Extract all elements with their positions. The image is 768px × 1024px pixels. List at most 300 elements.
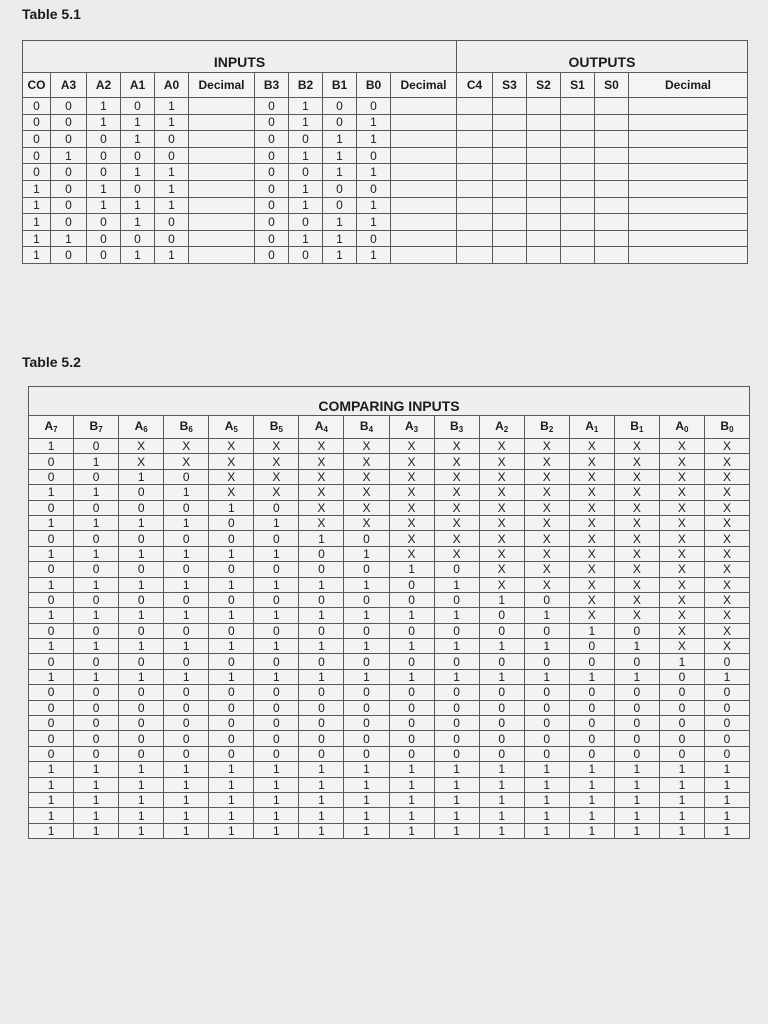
table-cell: 0: [254, 592, 299, 607]
table-cell: X: [569, 531, 614, 546]
table-cell: 0: [344, 592, 389, 607]
table-cell: 0: [389, 746, 434, 761]
table-cell: [457, 147, 493, 164]
table-cell: 1: [119, 608, 164, 623]
table-cell: [595, 164, 629, 181]
table-cell: 0: [434, 731, 479, 746]
table-cell: X: [659, 577, 704, 592]
table-cell: X: [659, 485, 704, 500]
table-cell: 0: [254, 716, 299, 731]
table-cell: X: [659, 623, 704, 638]
table-cell: [595, 197, 629, 214]
table-cell: 1: [119, 515, 164, 530]
table-cell: X: [479, 485, 524, 500]
table-cell: 0: [479, 700, 524, 715]
table-cell: 0: [344, 716, 389, 731]
table-cell: 0: [51, 197, 87, 214]
table-row: [29, 531, 750, 546]
table-cell: 0: [51, 98, 87, 115]
table-cell: 1: [119, 762, 164, 777]
table-cell: 0: [164, 746, 209, 761]
table-cell: 0: [254, 731, 299, 746]
column-header: $A_3$: [389, 416, 434, 439]
table-cell: 0: [29, 685, 74, 700]
table-cell: 1: [254, 792, 299, 807]
table-cell: X: [569, 546, 614, 561]
table-cell: X: [704, 515, 749, 530]
table-cell: 1: [289, 180, 323, 197]
table-cell: 0: [524, 746, 569, 761]
table-cell: 1: [389, 808, 434, 823]
table-cell: 0: [254, 654, 299, 669]
table-cell: 0: [74, 562, 119, 577]
table-cell: 1: [23, 180, 51, 197]
table-cell: 1: [254, 808, 299, 823]
table-cell: 1: [434, 808, 479, 823]
table-cell: 0: [344, 562, 389, 577]
table-cell: 1: [119, 669, 164, 684]
table-cell: 0: [659, 746, 704, 761]
table-cell: 1: [74, 546, 119, 561]
table-cell: 1: [119, 469, 164, 484]
table-5-2-body: [29, 439, 750, 839]
table-cell: 0: [121, 180, 155, 197]
table-cell: 1: [357, 197, 391, 214]
table-cell: 0: [209, 623, 254, 638]
table-cell: 0: [479, 685, 524, 700]
table-cell: 0: [323, 114, 357, 131]
table-cell: [391, 197, 457, 214]
table-cell: 1: [614, 777, 659, 792]
table-cell: 1: [524, 608, 569, 623]
table-cell: 1: [524, 762, 569, 777]
table-cell: [391, 147, 457, 164]
table-cell: 0: [479, 654, 524, 669]
table-cell: 0: [344, 654, 389, 669]
table-cell: 1: [479, 639, 524, 654]
table-cell: [595, 214, 629, 231]
table-cell: 0: [164, 685, 209, 700]
table-cell: 0: [29, 623, 74, 638]
table-cell: 0: [119, 500, 164, 515]
table-cell: X: [524, 515, 569, 530]
table-cell: 0: [29, 746, 74, 761]
table-cell: 0: [51, 180, 87, 197]
table-cell: 1: [29, 808, 74, 823]
table-cell: 0: [164, 623, 209, 638]
table-cell: 0: [569, 716, 614, 731]
table-cell: [493, 164, 527, 181]
table-cell: 0: [164, 654, 209, 669]
column-header: $A_7$: [29, 416, 74, 439]
table-row: [29, 592, 750, 607]
table-cell: 0: [704, 700, 749, 715]
table-cell: X: [704, 439, 749, 454]
table-cell: 1: [344, 762, 389, 777]
table-cell: X: [479, 562, 524, 577]
table-cell: 1: [29, 608, 74, 623]
table-cell: 1: [29, 577, 74, 592]
table-cell: 0: [434, 623, 479, 638]
table-cell: 0: [155, 214, 189, 231]
table-cell: 1: [289, 197, 323, 214]
table-cell: 1: [323, 131, 357, 148]
table-cell: X: [389, 546, 434, 561]
table-cell: 1: [87, 114, 121, 131]
column-header: $B_0$: [704, 416, 749, 439]
table-cell: X: [434, 454, 479, 469]
column-header: Decimal: [391, 73, 457, 98]
table-cell: X: [659, 562, 704, 577]
table-cell: X: [659, 592, 704, 607]
table-cell: X: [704, 531, 749, 546]
table-cell: X: [254, 439, 299, 454]
table-cell: 0: [357, 147, 391, 164]
table-cell: 0: [524, 592, 569, 607]
table-cell: 1: [659, 823, 704, 838]
table-cell: [189, 214, 255, 231]
table-cell: 0: [524, 685, 569, 700]
column-header: CO: [23, 73, 51, 98]
table-cell: 1: [299, 777, 344, 792]
table-cell: 1: [299, 762, 344, 777]
table-cell: X: [659, 639, 704, 654]
table-cell: 0: [23, 114, 51, 131]
table-cell: 1: [74, 515, 119, 530]
table-cell: 0: [357, 98, 391, 115]
table-cell: [561, 214, 595, 231]
table-cell: X: [389, 485, 434, 500]
table-row: [23, 114, 748, 131]
table-cell: X: [614, 562, 659, 577]
table-row: [29, 777, 750, 792]
table-5-2: [28, 386, 750, 839]
table-cell: X: [389, 500, 434, 515]
table-row: [29, 454, 750, 469]
table-cell: 1: [389, 792, 434, 807]
table-cell: 1: [569, 777, 614, 792]
table-cell: 0: [119, 654, 164, 669]
table-cell: [457, 214, 493, 231]
table-cell: 1: [524, 792, 569, 807]
table-cell: X: [659, 454, 704, 469]
table-cell: 0: [87, 164, 121, 181]
column-header: $A_4$: [299, 416, 344, 439]
table-cell: 0: [74, 731, 119, 746]
table-cell: 1: [74, 454, 119, 469]
table-cell: 1: [389, 669, 434, 684]
table-cell: [527, 147, 561, 164]
table-cell: 0: [209, 731, 254, 746]
table-cell: 1: [155, 114, 189, 131]
table-cell: 0: [389, 716, 434, 731]
table-row: [29, 731, 750, 746]
table-cell: 1: [299, 577, 344, 592]
table-cell: 1: [164, 577, 209, 592]
table-cell: X: [524, 577, 569, 592]
table-cell: X: [389, 439, 434, 454]
table-cell: 1: [74, 639, 119, 654]
table-cell: X: [479, 531, 524, 546]
table-cell: 0: [614, 623, 659, 638]
table-cell: [493, 230, 527, 247]
table-cell: 1: [29, 439, 74, 454]
column-header: C4: [457, 73, 493, 98]
table-cell: 0: [209, 685, 254, 700]
table-cell: 0: [209, 515, 254, 530]
table-cell: 1: [121, 197, 155, 214]
table-cell: 1: [389, 562, 434, 577]
table-cell: [457, 164, 493, 181]
table-cell: X: [254, 454, 299, 469]
table-cell: [561, 147, 595, 164]
table-cell: X: [569, 562, 614, 577]
table-cell: 1: [119, 823, 164, 838]
table-cell: X: [344, 454, 389, 469]
table-cell: X: [659, 531, 704, 546]
table-cell: [527, 197, 561, 214]
table-cell: 1: [121, 164, 155, 181]
table-cell: 0: [121, 98, 155, 115]
table-5-1: [22, 40, 748, 264]
table-row: [23, 98, 748, 115]
table-cell: 1: [209, 762, 254, 777]
table-cell: [457, 131, 493, 148]
table-cell: 0: [121, 147, 155, 164]
table-cell: 1: [29, 639, 74, 654]
table-cell: [457, 180, 493, 197]
table-row: [29, 746, 750, 761]
table-cell: 0: [74, 592, 119, 607]
table-cell: [595, 230, 629, 247]
table-cell: 0: [254, 531, 299, 546]
table-cell: 1: [74, 577, 119, 592]
table-cell: 1: [289, 98, 323, 115]
table-cell: X: [704, 577, 749, 592]
table-cell: 1: [614, 823, 659, 838]
table-cell: 1: [569, 623, 614, 638]
table-row: [29, 439, 750, 454]
table-cell: 1: [74, 792, 119, 807]
table-cell: 1: [209, 792, 254, 807]
table-cell: 1: [524, 777, 569, 792]
table-cell: 1: [299, 639, 344, 654]
table-cell: 0: [524, 700, 569, 715]
table-cell: [391, 180, 457, 197]
table-cell: 1: [164, 546, 209, 561]
table-cell: 0: [155, 147, 189, 164]
table-cell: X: [254, 485, 299, 500]
table-cell: 1: [389, 639, 434, 654]
table-cell: 1: [209, 608, 254, 623]
table-cell: 1: [614, 808, 659, 823]
table-cell: 0: [344, 700, 389, 715]
table-cell: 0: [209, 592, 254, 607]
table-cell: 0: [479, 716, 524, 731]
table-row: [29, 515, 750, 530]
table-cell: X: [614, 608, 659, 623]
table-cell: 1: [87, 197, 121, 214]
table-cell: 0: [74, 531, 119, 546]
table-row: [23, 164, 748, 181]
table-cell: [561, 180, 595, 197]
table-cell: 1: [344, 608, 389, 623]
table-cell: [493, 98, 527, 115]
table-cell: 1: [344, 792, 389, 807]
table-cell: 1: [299, 823, 344, 838]
table-cell: 1: [344, 577, 389, 592]
table-cell: 0: [119, 623, 164, 638]
table-cell: 0: [299, 562, 344, 577]
column-header: $B_3$: [434, 416, 479, 439]
table-cell: 1: [254, 639, 299, 654]
table-cell: 1: [479, 792, 524, 807]
table-cell: [629, 214, 748, 231]
table-cell: 1: [357, 114, 391, 131]
table-cell: 0: [155, 230, 189, 247]
table-cell: X: [164, 439, 209, 454]
table-cell: 0: [164, 731, 209, 746]
table-cell: X: [389, 531, 434, 546]
table-cell: X: [569, 577, 614, 592]
table-cell: [527, 131, 561, 148]
table-cell: 1: [74, 823, 119, 838]
table-cell: 1: [299, 669, 344, 684]
table-cell: X: [704, 562, 749, 577]
table-cell: 0: [323, 180, 357, 197]
table-cell: X: [209, 469, 254, 484]
table-cell: X: [434, 469, 479, 484]
table-cell: 0: [389, 577, 434, 592]
table-cell: 1: [289, 230, 323, 247]
table-cell: X: [299, 439, 344, 454]
column-header: A0: [155, 73, 189, 98]
table-cell: 0: [255, 147, 289, 164]
table-cell: 0: [299, 546, 344, 561]
table-cell: X: [119, 439, 164, 454]
table-cell: 0: [614, 716, 659, 731]
table-cell: 0: [255, 98, 289, 115]
table-cell: [189, 98, 255, 115]
comparing-inputs-header: COMPARING INPUTS: [29, 387, 750, 416]
table-cell: 1: [119, 792, 164, 807]
table-cell: 1: [29, 777, 74, 792]
table-cell: 1: [23, 230, 51, 247]
table-cell: 1: [74, 777, 119, 792]
table-cell: 0: [255, 197, 289, 214]
table-cell: 1: [344, 546, 389, 561]
table-cell: 1: [254, 777, 299, 792]
table-cell: 0: [299, 700, 344, 715]
table-cell: 1: [51, 147, 87, 164]
column-header: Decimal: [189, 73, 255, 98]
table-cell: 1: [569, 808, 614, 823]
table-cell: [561, 131, 595, 148]
table-cell: 0: [569, 731, 614, 746]
table-cell: 1: [389, 777, 434, 792]
table-cell: 0: [255, 230, 289, 247]
table-cell: 1: [254, 823, 299, 838]
table-cell: [457, 114, 493, 131]
table-cell: 1: [209, 577, 254, 592]
table-cell: 1: [704, 792, 749, 807]
table-cell: 0: [74, 685, 119, 700]
table-cell: X: [614, 515, 659, 530]
table-cell: 0: [23, 164, 51, 181]
table-row: [29, 577, 750, 592]
table-cell: 0: [299, 592, 344, 607]
table-cell: X: [659, 500, 704, 515]
table-cell: [391, 164, 457, 181]
table-cell: 0: [255, 131, 289, 148]
table-cell: 1: [614, 639, 659, 654]
table-cell: 0: [29, 716, 74, 731]
table-cell: X: [299, 469, 344, 484]
table-cell: 1: [254, 515, 299, 530]
table-cell: 1: [704, 823, 749, 838]
table-cell: 0: [569, 685, 614, 700]
table-row: [29, 700, 750, 715]
table-cell: [493, 197, 527, 214]
table-cell: 1: [344, 777, 389, 792]
table-cell: 0: [209, 746, 254, 761]
table-cell: X: [524, 485, 569, 500]
column-header: $B_5$: [254, 416, 299, 439]
table-cell: X: [479, 500, 524, 515]
table-cell: [629, 131, 748, 148]
table-cell: 1: [164, 639, 209, 654]
table-cell: 1: [524, 808, 569, 823]
table-cell: 1: [344, 823, 389, 838]
table-cell: [527, 114, 561, 131]
table-cell: 1: [569, 823, 614, 838]
table-cell: 0: [74, 746, 119, 761]
table-cell: 0: [389, 685, 434, 700]
table-cell: [391, 230, 457, 247]
table-cell: X: [614, 485, 659, 500]
table-cell: 0: [74, 654, 119, 669]
table-cell: X: [344, 469, 389, 484]
table-cell: 1: [659, 792, 704, 807]
table-cell: 0: [29, 731, 74, 746]
column-header: A2: [87, 73, 121, 98]
table-cell: 0: [164, 531, 209, 546]
table-cell: X: [299, 485, 344, 500]
table-cell: 0: [29, 654, 74, 669]
table-cell: X: [659, 515, 704, 530]
table-cell: X: [164, 454, 209, 469]
table-cell: [493, 180, 527, 197]
table-cell: 0: [119, 685, 164, 700]
table-cell: 0: [23, 131, 51, 148]
table-cell: 1: [119, 577, 164, 592]
column-header: $A_0$: [659, 416, 704, 439]
table-cell: X: [299, 500, 344, 515]
table-cell: 1: [299, 531, 344, 546]
table-cell: 1: [74, 762, 119, 777]
table-cell: [527, 164, 561, 181]
table-cell: [493, 247, 527, 264]
table-cell: 0: [704, 746, 749, 761]
table-cell: X: [434, 515, 479, 530]
table-cell: X: [479, 546, 524, 561]
table-cell: [595, 131, 629, 148]
table-cell: [189, 197, 255, 214]
table-cell: X: [209, 454, 254, 469]
table-row: [29, 639, 750, 654]
table-cell: 0: [254, 500, 299, 515]
table-cell: X: [704, 592, 749, 607]
